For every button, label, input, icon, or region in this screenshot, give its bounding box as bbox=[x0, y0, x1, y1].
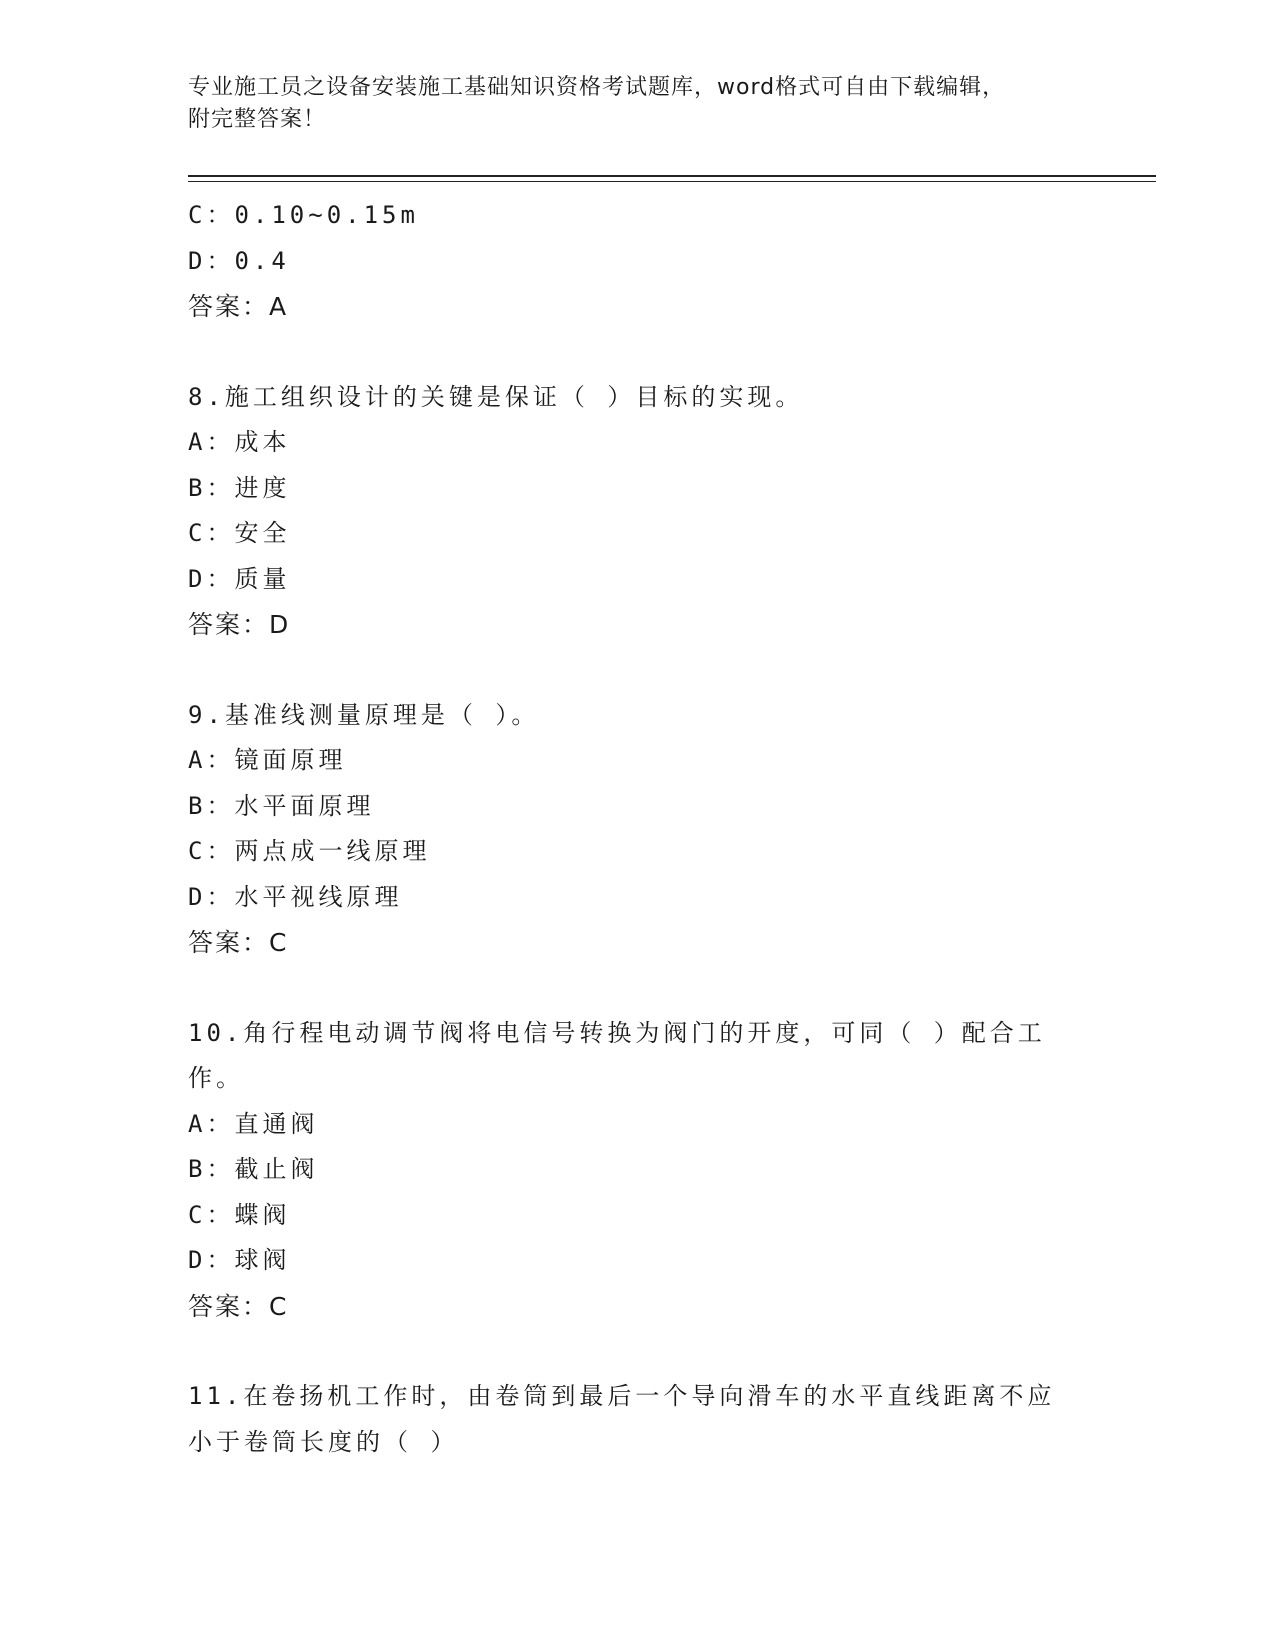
question-9-answer: 答案：C bbox=[188, 928, 289, 957]
prev-option-d: D：0.4 bbox=[188, 246, 290, 275]
header-divider-thick bbox=[188, 175, 1156, 177]
question-10-stem-line-1: 10.角行程电动调节阀将电信号转换为阀门的开度，可同（ ）配合工 bbox=[188, 1018, 1046, 1047]
prev-answer: 答案：A bbox=[188, 292, 289, 321]
question-9-option-c: C：两点成一线原理 bbox=[188, 837, 431, 865]
question-9-stem: 9.基准线测量原理是（ ）。 bbox=[188, 700, 540, 729]
header-line-2: 附完整答案！ bbox=[188, 107, 327, 132]
question-8-stem: 8.施工组织设计的关键是保证（ ）目标的实现。 bbox=[188, 382, 804, 411]
question-11-stem-line-2: 小于卷筒长度的（ ） bbox=[188, 1427, 459, 1456]
header-line-1: 专业施工员之设备安装施工基础知识资格考试题库，word格式可自由下载编辑， bbox=[188, 75, 1006, 100]
question-8-option-a: A：成本 bbox=[188, 428, 291, 456]
question-10-option-b: B：截止阀 bbox=[188, 1155, 319, 1183]
question-10-option-d: D：球阀 bbox=[188, 1246, 291, 1274]
question-10-option-c: C：蝶阀 bbox=[188, 1200, 291, 1229]
question-8-option-b: B：进度 bbox=[188, 473, 291, 502]
question-9-option-a: A：镜面原理 bbox=[188, 746, 347, 774]
header-divider-thin bbox=[188, 181, 1156, 182]
question-10-stem-line-2: 作。 bbox=[188, 1064, 244, 1092]
page-header bbox=[188, 72, 1088, 136]
question-9-option-d: D：水平视线原理 bbox=[188, 882, 403, 911]
prev-option-c: C：0.10~0.15m bbox=[188, 201, 419, 229]
question-11-stem-line-1: 11.在卷扬机工作时，由卷筒到最后一个导向滑车的水平直线距离不应 bbox=[188, 1382, 1056, 1410]
question-9-option-b: B：水平面原理 bbox=[188, 791, 375, 820]
question-8-option-d: D：质量 bbox=[188, 564, 291, 593]
question-10-answer: 答案：C bbox=[188, 1291, 289, 1321]
question-body bbox=[188, 193, 1088, 1465]
question-8-answer: 答案：D bbox=[188, 610, 291, 639]
question-8-option-c: C：安全 bbox=[188, 519, 291, 547]
question-10-option-a: A：直通阀 bbox=[188, 1109, 319, 1138]
